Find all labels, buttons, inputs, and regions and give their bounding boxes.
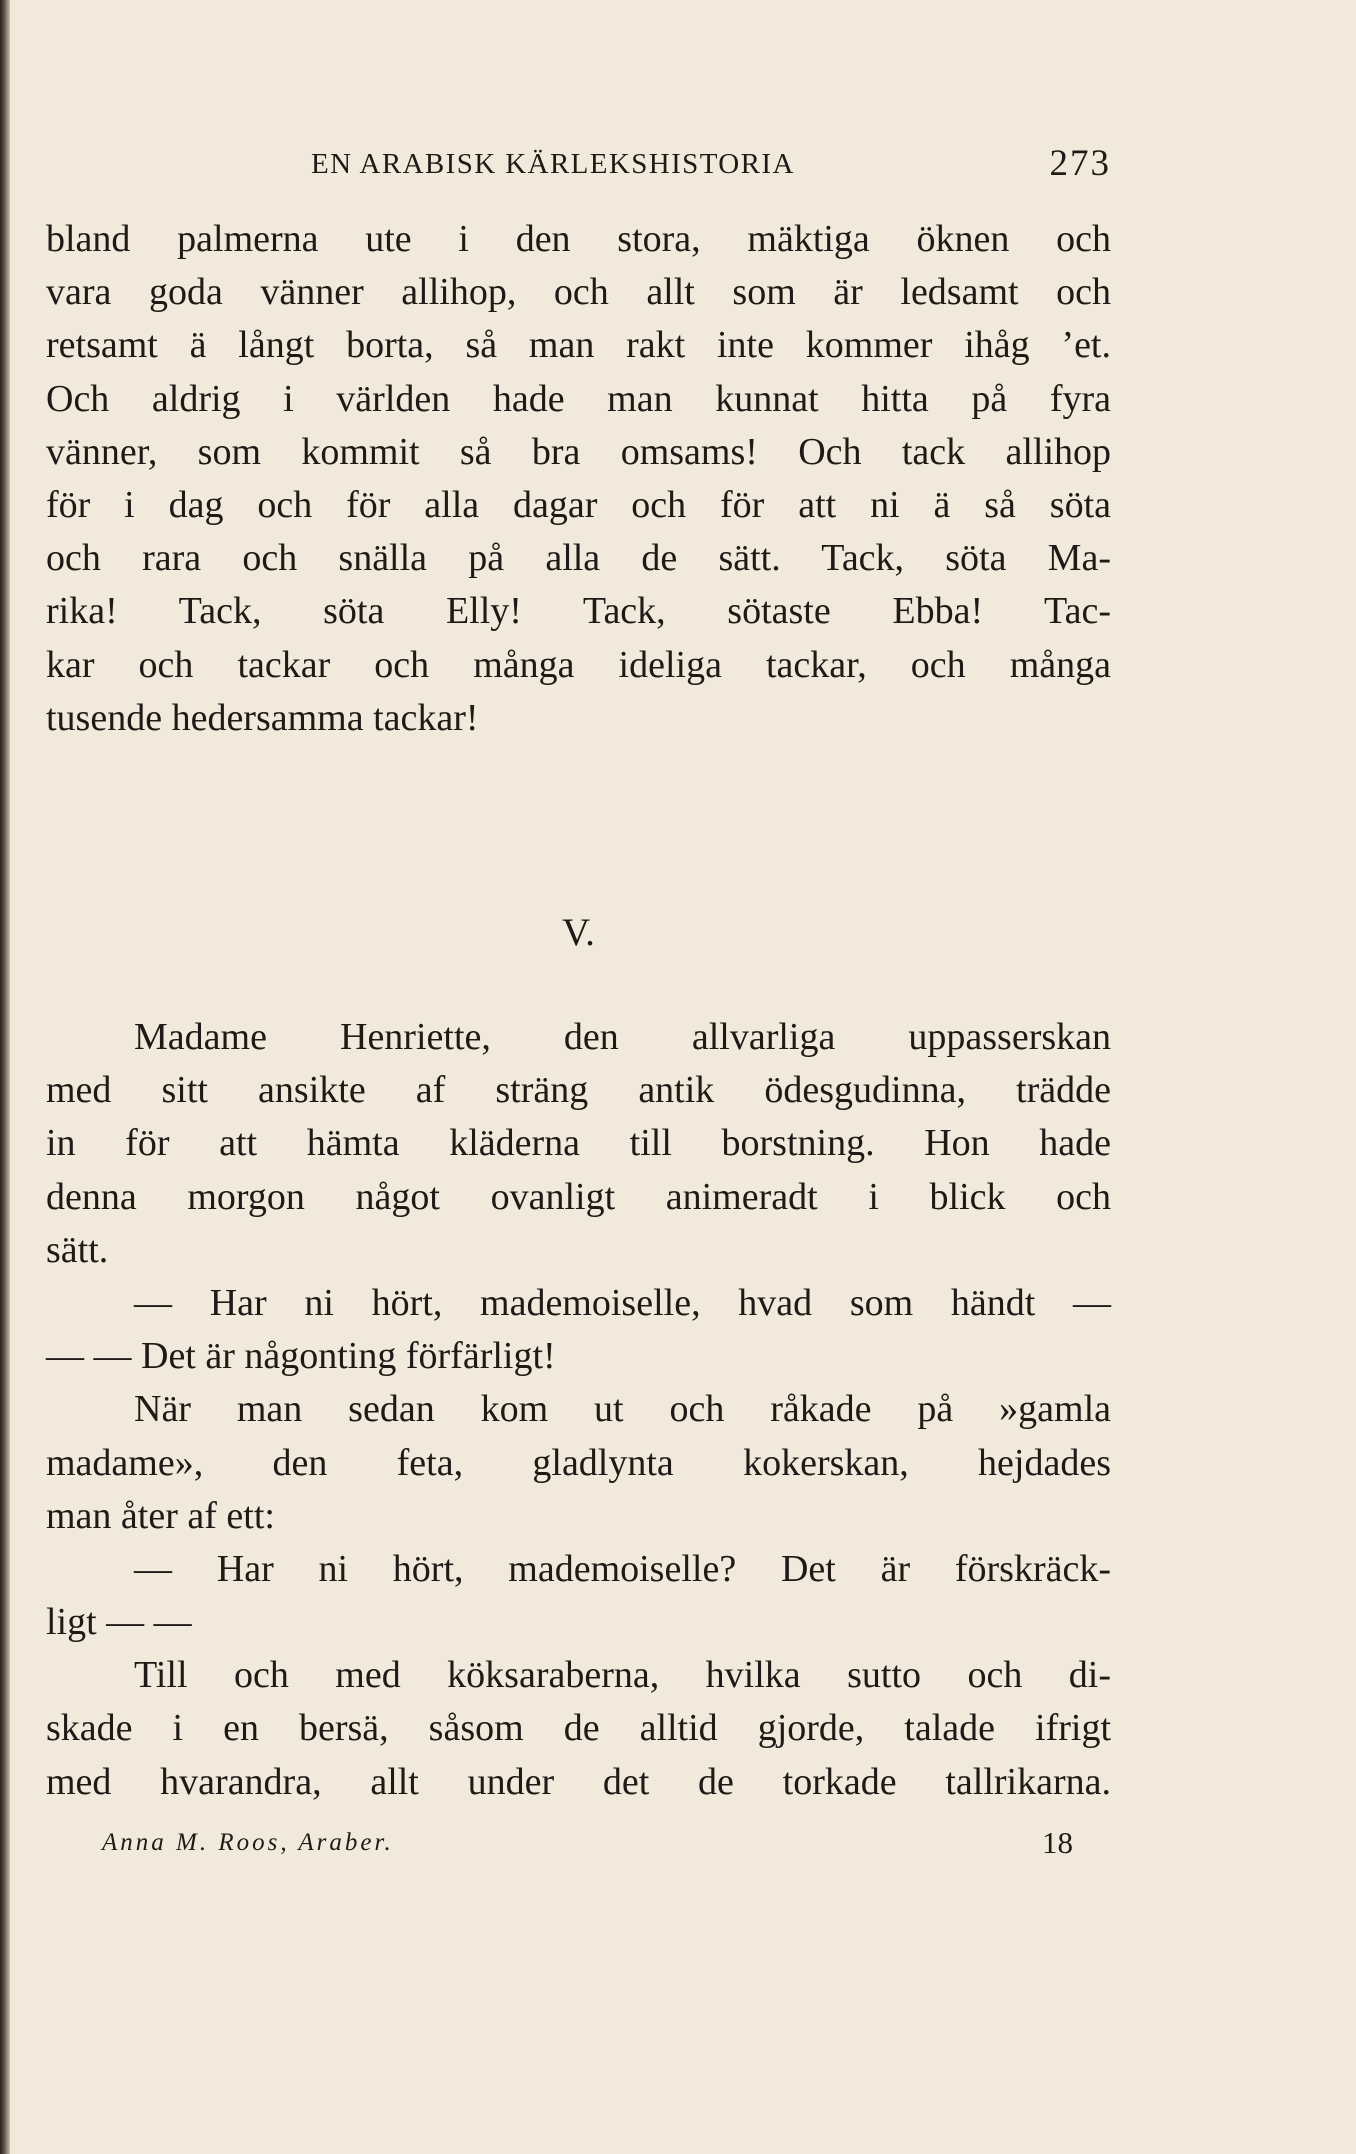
text-line: för i dag och för alla dagar och för att ni ä så söta: [46, 483, 1111, 526]
text-line: skade i en bersä, såsom de alltid gjorde, talade ifrigt: [46, 1707, 1111, 1750]
text-line: denna morgon något ovanligt animeradt i blick och: [46, 1175, 1111, 1218]
paragraph-continuation: [46, 213, 1111, 745]
dialogue-line: ligt — —: [46, 1601, 192, 1644]
text-line: och rara och snälla på alla de sätt. Tack, söta Ma-: [46, 537, 1111, 580]
text-line: bland palmerna ute i den stora, mäktiga öknen och: [46, 218, 1111, 260]
text-line: vara goda vänner allihop, och allt som är ledsamt och: [46, 271, 1111, 314]
page-number: 273: [1049, 143, 1111, 184]
text-line: sätt.: [46, 1228, 109, 1271]
text-line: rika! Tack, söta Elly! Tack, sötaste Ebba! Tac-: [46, 590, 1111, 633]
text-line: med sitt ansikte af sträng antik ödesgudinna, trädde: [46, 1069, 1111, 1112]
printer-signature: Anna M. Roos, Araber.: [102, 1829, 394, 1856]
text-line: När man sedan kom ut och råkade på »gamla: [134, 1388, 1111, 1431]
text-line: kar och tackar och många ideliga tackar, och många: [46, 643, 1111, 686]
page-footer: [46, 1825, 1111, 1875]
signature-mark: 18: [1042, 1825, 1073, 1860]
text-line: Till och med köksaraberna, hvilka sutto och di-: [134, 1654, 1111, 1697]
text-line: Och aldrig i världen hade man kunnat hitta på fyra: [46, 377, 1111, 420]
dialogue-line: — Har ni hört, mademoiselle? Det är förskräck-: [134, 1547, 1111, 1590]
text-line: vänner, som kommit så bra omsams! Och tack allihop: [46, 430, 1111, 473]
text-line: tusende hedersamma tackar!: [46, 696, 479, 739]
section-heading: V.: [562, 911, 595, 954]
text-line: man åter af ett:: [46, 1494, 275, 1537]
book-spine-shadow: [0, 0, 10, 2154]
dialogue-line: — Har ni hört, mademoiselle, hvad som händt —: [134, 1281, 1111, 1324]
text-line: Madame Henriette, den allvarliga uppasserskan: [134, 1016, 1111, 1058]
dialogue-line: — — Det är någonting förfärligt!: [46, 1335, 556, 1378]
section-body: [46, 1011, 1111, 1809]
text-line: med hvarandra, allt under det de torkade tallrikarna.: [46, 1760, 1111, 1803]
running-title: EN ARABISK KÄRLEKSHISTORIA: [311, 148, 795, 180]
running-head: [46, 143, 1111, 188]
text-line: in för att hämta kläderna till borstning. Hon hade: [46, 1122, 1111, 1165]
text-line: retsamt ä långt borta, så man rakt inte kommer ihåg ’et.: [46, 324, 1111, 367]
text-line: madame», den feta, gladlynta kokerskan, hejdades: [46, 1441, 1111, 1484]
